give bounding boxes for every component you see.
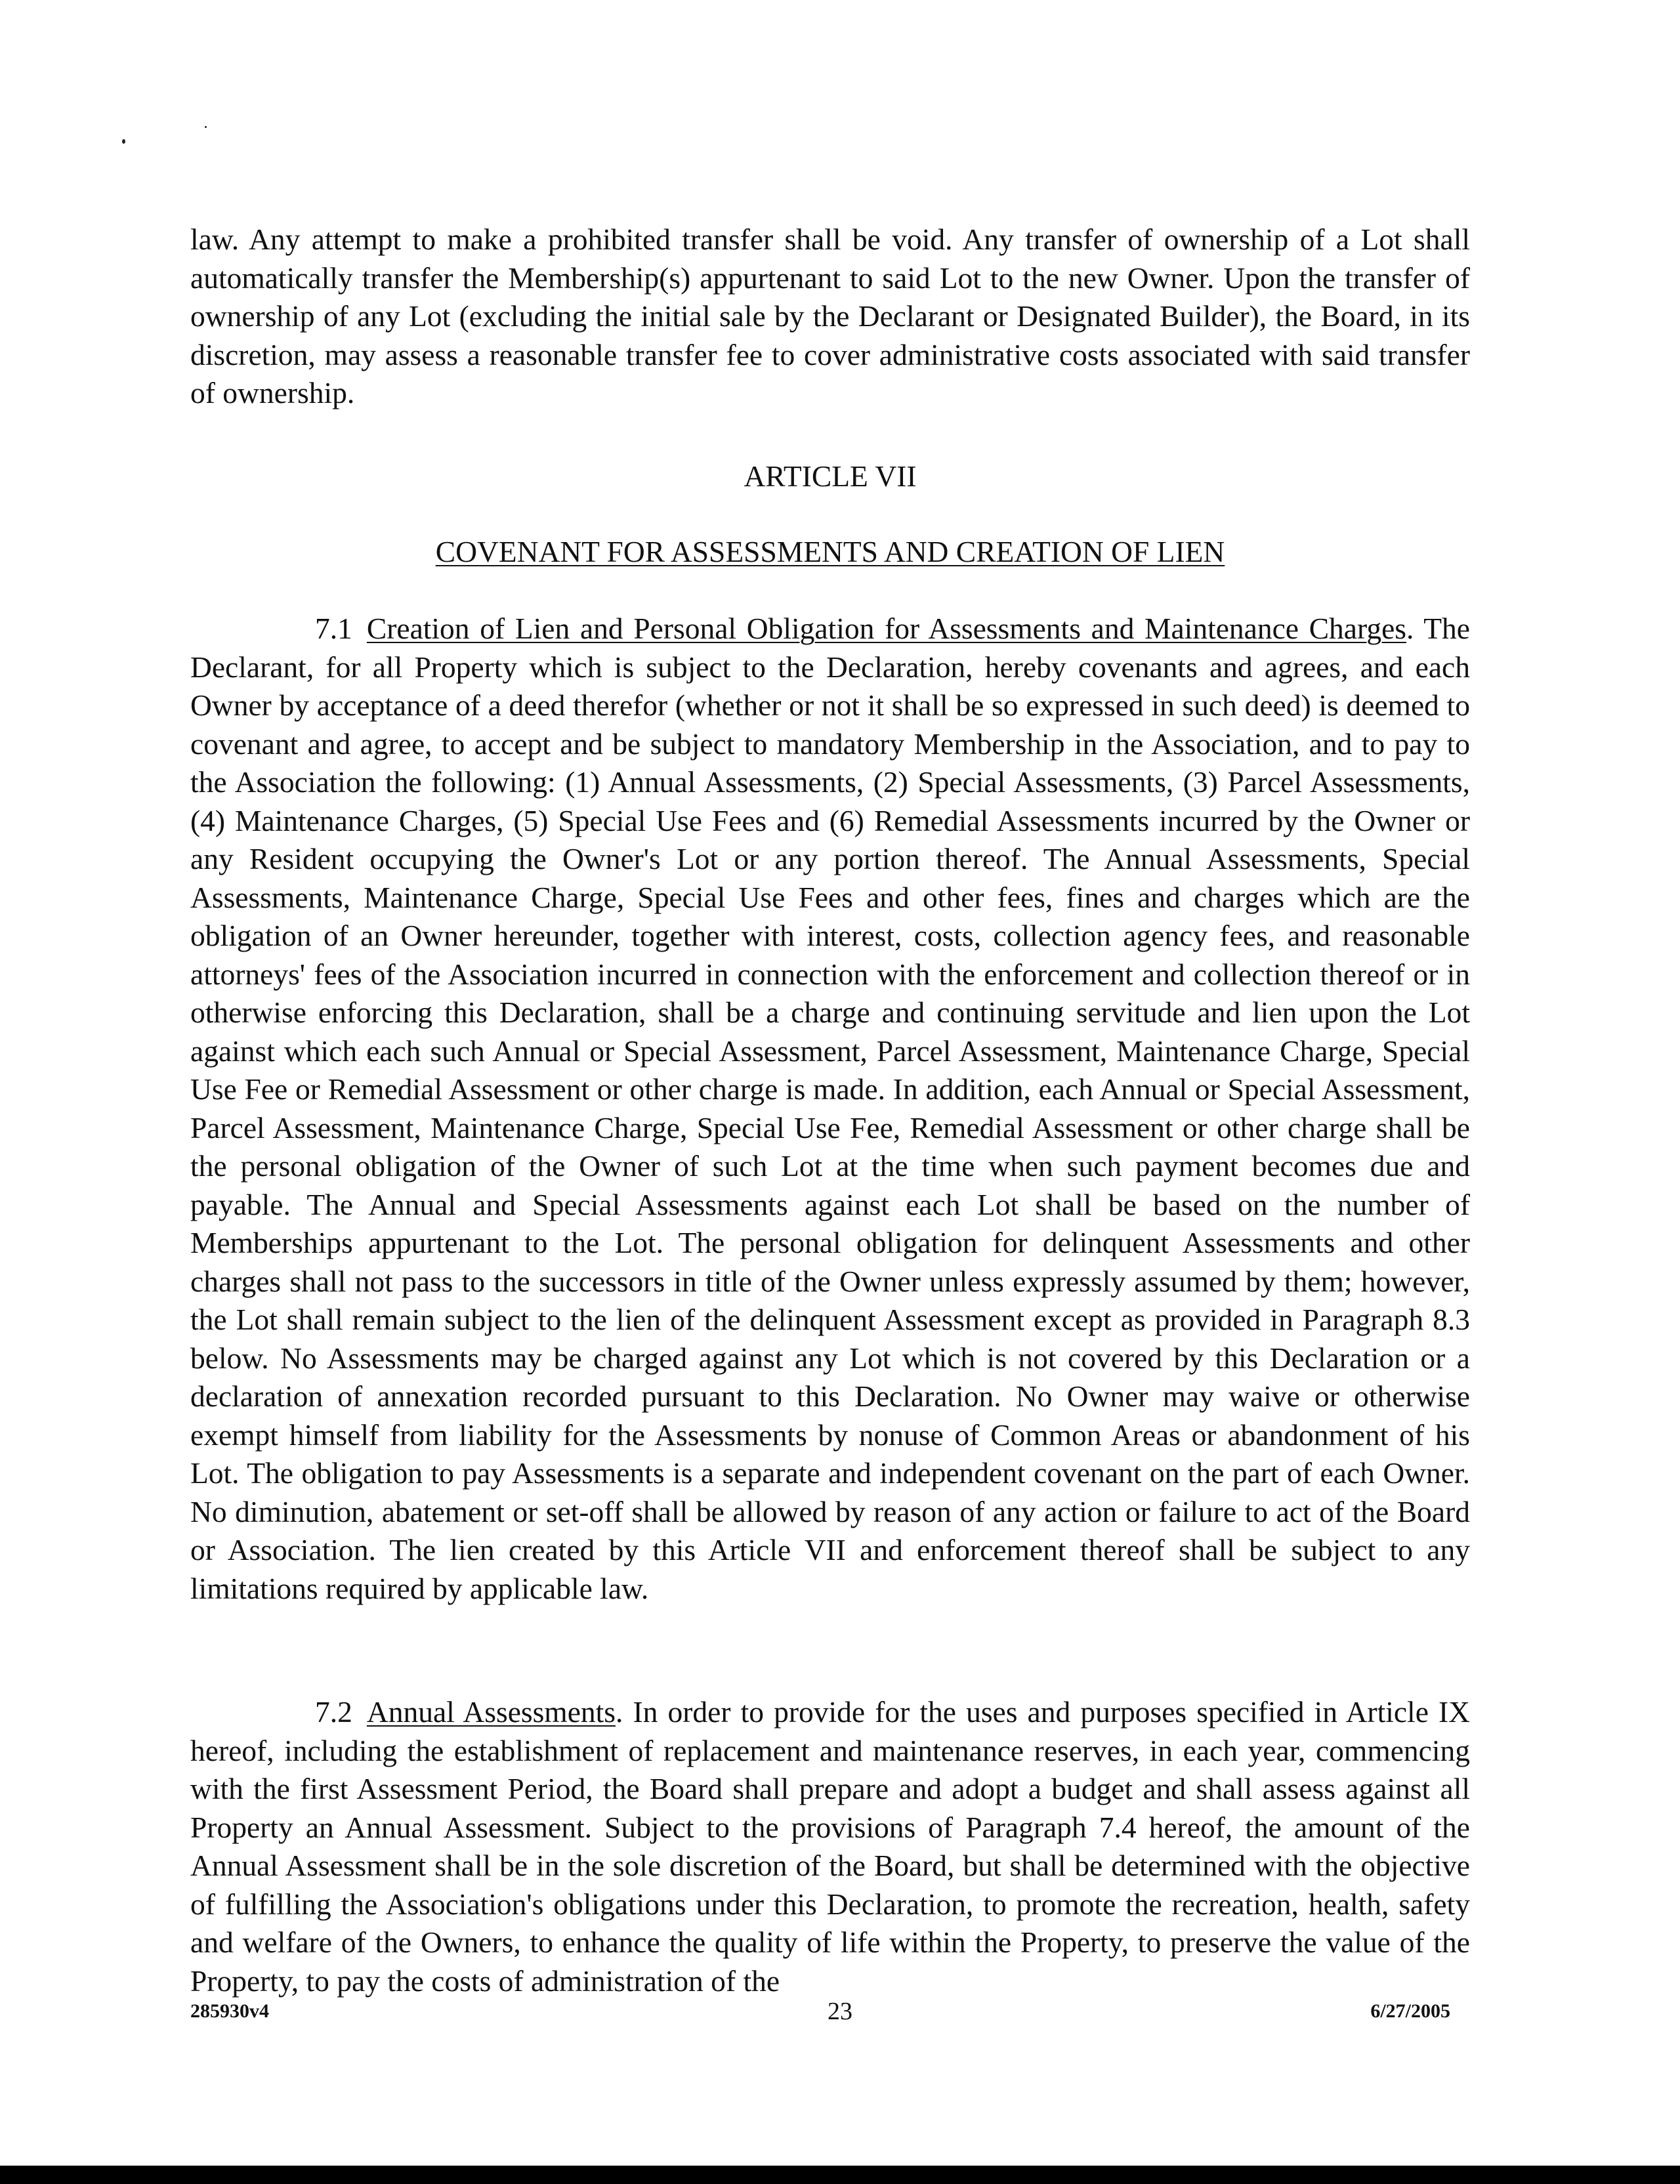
section-heading: Creation of Lien and Personal Obligation for Assessments and Maintenance Charges [366, 612, 1406, 645]
article-title-text: COVENANT FOR ASSESSMENTS AND CREATION OF LIEN [435, 535, 1225, 568]
section-number: 7.1 [315, 612, 352, 645]
footer-page-number: 23 [828, 1998, 852, 2025]
footer-doc-id: 285930v4 [190, 2000, 269, 2022]
continuation-paragraph [190, 220, 1470, 413]
section-7-2 [190, 1693, 1470, 2000]
scan-bottom-edge [0, 2166, 1680, 2184]
article-title [190, 533, 1470, 572]
section-heading-punct: . [616, 1695, 623, 1729]
scan-speck [122, 139, 125, 144]
section-heading: Annual Assessments [366, 1695, 616, 1729]
section-number: 7.2 [315, 1695, 352, 1729]
section-body: The Declarant, for all Property which is subject to the Declaration, hereby covenants and agrees, and each Owner by acceptance of a deed therefor (whether or not it shall be so expressed in such deed) is deemed to covenant and agree, to accept and be subject to mandatory Membership in the Association, and to pay to the Association the following: (1) Annual Assessments, (2) Special Assessments, (3) Parcel Assessments, (4) Maintenance Charges, (5) Special Use Fees and (6) Remedial Assessments incurred by the Owner or any Resident occupying the Owner's Lot or any portion thereof. The Annual Assessments, Special Assessments, Maintenance Charge, Special Use Fees and other fees, fines and charges which are the obligation of an Owner hereunder, together with interest, costs, collection agency fees, and reasonable attorneys' fees of the Association incurred in connection with the enforcement and collection thereof or in otherwise enforcing this Declaration, shall be a charge and continuing servitude and lien upon the Lot against which each such Annual or Special Assessment, Parcel Assessment, Maintenance Charge, Special Use Fee or Remedial Assessment or other charge is made. In addition, each Annual or Special Assessment, Parcel Assessment, Maintenance Charge, Special Use Fee, Remedial Assessment or other charge shall be the personal obligation of the Owner of such Lot at the time when such payment becomes due and payable. The Annual and Special Assessments against each Lot shall be based on the number of Memberships appurtenant to the Lot. The personal obligation for delinquent Assessments and other charges shall not pass to the successors in title of the Owner unless expressly assumed by them; however, the Lot shall remain subject to the lien of the delinquent Assessment except as provided in Paragraph 8.3 below. No Assessments may be charged against any Lot which is not covered by this Declaration or a declaration of annexation recorded pursuant to this Declaration. No Owner may waive or otherwise exempt himself from liability for the Assessments by nonuse of Common Areas or abandonment of his Lot. The obligation to pay Assessments is a separate and independent covenant on the part of each Owner. No diminution, abatement or set-off shall be allowed by reason of any action or failure to act of the Board or Association. The lien created by this Article VII and enforcement thereof shall be subject to any limitations required by applicable law. [190, 612, 1470, 1605]
footer-date: 6/27/2005 [1370, 2000, 1450, 2022]
section-body: In order to provide for the uses and purposes specified in Article IX hereof, including the establishment of replacement and maintenance reserves, in each year, commencing with the first Assessment Period, the Board shall prepare and adopt a budget and shall assess against all Property an Annual Assessment. Subject to the provisions of Paragraph 7.4 hereof, the amount of the Annual Assessment shall be in the sole discretion of the Board, but shall be determined with the objective of fulfilling the Association's obligations under this Declaration, to promote the recreation, health, safety and welfare of the Owners, to enhance the quality of life within the Property, to preserve the value of the Property, to pay the costs of administration of the [190, 1695, 1471, 1998]
section-7-1 [190, 610, 1470, 1608]
section-heading-punct: . [1406, 612, 1414, 645]
continuation-paragraph-text: law. Any attempt to make a prohibited transfer shall be void. Any transfer of ownership of a Lot shall automatically transfer the Membership(s) appurtenant to said Lot to the new Owner. Upon the transfer of ownership of any Lot (excluding the initial sale by the Declarant or Designated Builder), the Board, in its discretion, may assess a reasonable transfer fee to cover administrative costs associated with said transfer of ownership. [190, 222, 1470, 410]
scan-speck [205, 126, 207, 128]
article-number: ARTICLE VII [744, 459, 917, 493]
